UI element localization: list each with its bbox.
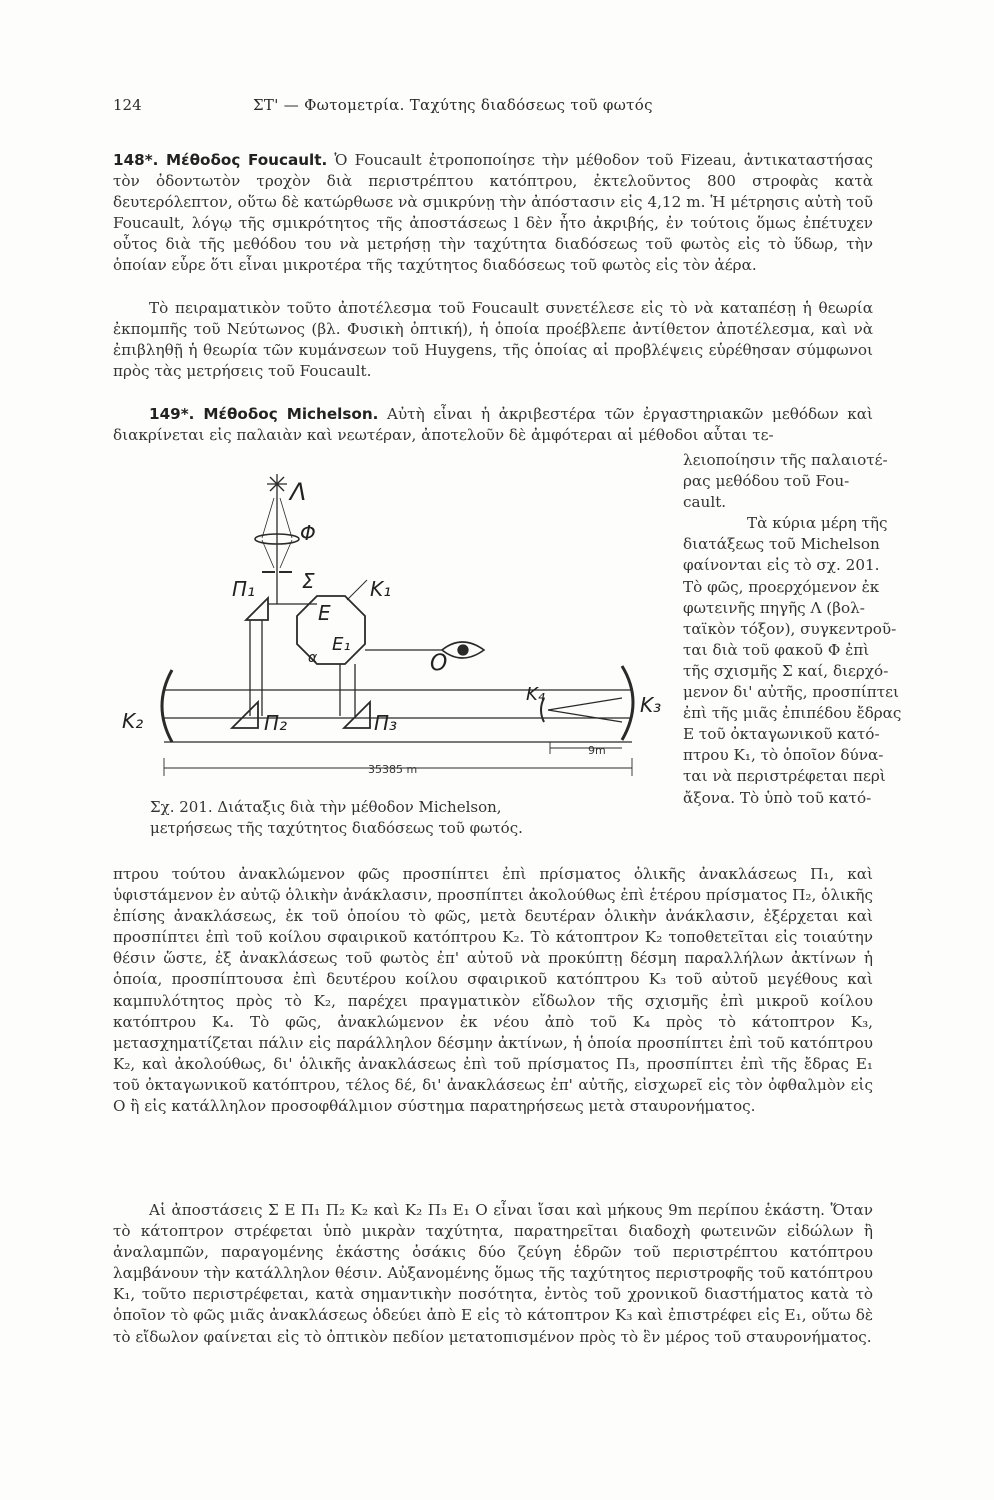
prism-3 xyxy=(344,702,370,728)
side-line: φωτεινῆς πηγῆς Λ (βολ- xyxy=(683,598,865,617)
page-number: 124 xyxy=(113,96,142,114)
side-line: πτρου Κ₁, τὸ ὁποῖον δύνα- xyxy=(683,746,884,765)
prism-1 xyxy=(246,598,268,620)
mirror-k3 xyxy=(622,666,633,740)
side-line: Τὰ κύρια μέρη τῆς xyxy=(747,514,888,533)
label-face-e: Ε xyxy=(318,601,331,625)
running-title: ΣΤ' — Φωτομετρία. Ταχύτης διαδόσεως τοῦ φωτός xyxy=(253,96,653,114)
label-mirror-k2: Κ₂ xyxy=(122,709,144,733)
michelson-apparatus-diagram xyxy=(112,470,668,800)
label-face-e1: Ε₁ xyxy=(332,634,351,655)
label-lens: Φ xyxy=(300,521,316,545)
side-line: ται διὰ τοῦ φακοῦ Φ ἐπὶ xyxy=(683,640,870,659)
section-149-continuation: πτρου τούτου ἀνακλώμενον φῶς προσπίπτει ἐπὶ πρίσματος ὁλικῆς ἀνακλάσεως Π₁, καὶ ὑφιστάμενον ἐν αὐτῷ ὁλικὴν ἀνάκλασιν, προσπίπτει ἀκολούθως ἐπὶ ἑτέρου πρίσματος Π₂, ὁλικῆς ἐπίσης ἀνακλάσεως, ἐκ τοῦ ὁποίου τὸ φῶς, μετὰ δευτέραν ὁλικὴν ἀνάκλασιν, ἐξέρχεται καὶ προσπίπτει ἐπὶ τοῦ κοίλου σφαιρικοῦ κατόπτρου Κ₂. Τὸ κάτοπτρον Κ₂ τοποθετεῖται εἰς τοιαύτην θέσιν ὥστε, ἐξ ἀνακλάσεως τοῦ φωτὸς ἐπ' αὐτοῦ νὰ προκύπτῃ δέσμη παραλλήλων ἀκτίνων ἡ ὁποία, προσπίπτουσα ἐπὶ δευτέρου κοίλου σφαιρικοῦ κατόπτρου Κ₃ τοῦ αὐτοῦ μεγέθους καὶ καμπυλότητος πρὸς τὸ Κ₂, παρέχει πραγματικὸν εἴδωλον τῆς σχισμῆς ἐπὶ μικροῦ κοίλου κατόπτρου Κ₄. Τὸ φῶς, ἀνακλώμενον ἐκ νέου ἀπὸ τοῦ Κ₄ πρὸς τὸ κάτοπτρον Κ₃, μετασχηματίζεται πάλιν εἰς παράλληλον δέσμην ἀκτίνων, ἡ ὁποία προσπίπτει ἐπὶ τοῦ κατόπτρου Κ₂, καὶ ἀκολούθως, δι' ὁλικῆς ἀνακλάσεως ἐπὶ τοῦ πρίσματος Π₃, προσπίπτει ἐπὶ τῆς ἔδρας Ε₁ τοῦ ὀκταγωνικοῦ κατόπτρου, τέλος δέ, δι' ἀνακλάσεως ἐπ' αὐτῆς, εἰσχωρεῖ εἰς τὸν ὀφθαλμὸν εἰς Ο ἢ εἰς κατάλληλον προσοφθάλμιον σύστημα παρατηρήσεως μετὰ σταυρονήματος. xyxy=(113,865,873,1116)
label-prism-3: Π₃ xyxy=(374,711,398,735)
label-prism-1: Π₁ xyxy=(232,577,256,601)
label-prism-2: Π₂ xyxy=(264,711,288,735)
figure-caption-line-1: Σχ. 201. Διάταξις διὰ τὴν μέθοδον Michelson, xyxy=(150,798,502,816)
section-149-title: 149*. Μέθοδος Michelson. xyxy=(149,405,379,423)
side-line: λειοποίησιν τῆς παλαιοτέ- xyxy=(683,451,888,469)
section-148-paragraph-2: Τὸ πειραματικὸν τοῦτο ἀποτέλεσμα τοῦ Foucault συνετέλεσε εἰς τὸ νὰ καταπέσῃ ἡ θεωρία ἐκπομπῆς τοῦ Νεύτωνος (βλ. Φυσικὴ ὀπτική), ἡ ὁποία προέβλεπε ἀντίθετον ἀποτέλεσμα, καὶ νὰ ἐπιβληθῇ ἡ θεωρία τῶν κυμάνσεων τοῦ Huygens, τῆς ὁποίας αἱ προβλέψεις εὑρέθησαν σύμφωνοι πρὸς τὰς μετρήσεις τοῦ Foucault. xyxy=(113,299,873,381)
section-149-text: Αὐτὴ εἶναι ἡ ἀκριβεστέρα τῶν ἐργαστηριακῶν μεθόδων καὶ διακρίνεται εἰς παλαιὰν καὶ νεωτέραν, ἀποτελοῦν δὲ ἀμφότεραι αἱ μέθοδοι αὗται τε- xyxy=(113,405,873,445)
label-mirror-k1: Κ₁ xyxy=(370,577,392,601)
side-line: cault. xyxy=(683,493,727,512)
side-line: Ε τοῦ ὀκταγωνικοῦ κατό- xyxy=(683,725,880,744)
side-line: ρας μεθόδου τοῦ Fou- xyxy=(683,472,850,491)
section-148-paragraph xyxy=(113,150,873,277)
side-line: φαίνονται εἰς τὸ σχ. 201. xyxy=(683,556,880,575)
side-line: τῆς σχισμῆς Σ καί, διερχό- xyxy=(683,661,889,680)
side-line: Τὸ φῶς, προερχόμενον ἐκ xyxy=(683,577,880,596)
side-line: ἐπὶ τῆς μιᾶς ἐπιπέδου ἔδρας xyxy=(683,704,902,723)
mirror-k2 xyxy=(162,670,172,742)
side-line: ἄξονα. Τὸ ὑπὸ τοῦ κατό- xyxy=(683,788,872,807)
side-line: ταϊκὸν τόξον), συγκεντροῦ- xyxy=(683,619,897,638)
label-distance-long: 35385 m xyxy=(368,763,418,776)
section-149-paragraph-3: Αἱ ἀποστάσεις Σ Ε Π₁ Π₂ Κ₂ καὶ Κ₂ Π₃ Ε₁ Ο εἶναι ἴσαι καὶ μήκους 9m περίπου ἑκάστη. Ὅταν τὸ κάτοπτρον στρέφεται ὑπὸ μικρὰν ταχύτητα, παρατηρεῖται διαδοχὴ φωτεινῶν εἰδώλων ἢ ἀναλαμπῶν, παραγομένης ἑκάστης ὁσάκις δύο ζεύγη ἑδρῶν τοῦ περιστρέπτου κατόπτρου λαμβάνουν τὴν κατάλληλον θέσιν. Αὐξανομένης ὅμως τῆς ταχύτητος περιστροφῆς τοῦ κατόπτρου Κ₁, τοῦτο περιστρέφεται, κατὰ σημαντικὴν ποσότητα, ἐντὸς τοῦ χρονικοῦ διαστήματος κατὰ τὸ ὁποῖον τὸ φῶς μιᾶς ἀνακλάσεως ὁδεύει ἀπὸ Ε εἰς τὸ κάτοπτρον Κ₃ καὶ ἐπιστρέφει εἰς Ε₁, οὕτω δὲ τὸ εἴδωλον φαίνεται εἰς τὸ ὀπτικὸν πεδίον μετατοπισμένον πρὸς τὸ ἓν μέρος τοῦ σταυρονήματος. xyxy=(113,1201,873,1346)
figure-caption-line-2: μετρήσεως τῆς ταχύτητος διαδόσεως τοῦ φωτός. xyxy=(150,819,523,837)
label-angle: α xyxy=(308,650,318,666)
label-mirror-k3: Κ₃ xyxy=(640,693,662,717)
light-source-star-icon xyxy=(267,474,287,494)
figure-201 xyxy=(112,470,668,800)
section-149-paragraph xyxy=(113,404,873,446)
label-slit: Σ xyxy=(302,569,315,593)
side-line: ται νὰ περιστρέφεται περὶ xyxy=(683,767,886,786)
page-header xyxy=(113,96,873,120)
section-148-title: 148*. Μέθοδος Foucault. xyxy=(113,151,328,169)
side-column-text xyxy=(683,450,941,809)
side-line: μενον δι' αὐτῆς, προσπίπτει xyxy=(683,683,899,702)
section-148-text: Ὁ Foucault ἐτροποποίησε τὴν μέθοδον τοῦ Fizeau, ἀντικαταστήσας τὸν ὀδοντωτὸν τροχὸν διὰ περιστρέπτου κατόπτρου, ἐκτελοῦντος 800 στροφὰς κατὰ δευτερόλεπτον, οὕτω δὲ κατώρθωσε νὰ σμικρύνῃ τὴν ἀπόστασιν εἰς 4,12 m. Ἡ μέτρησις αὐτὴ τοῦ Foucault, λόγῳ τῆς σμικρότητος τῆς ἀποστάσεως l δὲν ἦτο ἀκριβής, ἐν τούτοις ὅμως ἐπέτυχεν οὗτος διὰ τῆς μεθόδου του νὰ μετρήσῃ τὴν ταχύτητα διαδόσεως τοῦ φωτὸς εἰς τὸ ὕδωρ, τὴν ὁποίαν εὗρε ὅτι εἶναι μικροτέρα τῆς ταχύτητος διαδόσεως τοῦ φωτὸς εἰς τὸν ἀέρα. xyxy=(113,151,873,275)
prism-2 xyxy=(232,702,258,728)
label-source: Λ xyxy=(290,478,307,506)
label-eye: Ο xyxy=(430,651,448,676)
side-line: διατάξεως τοῦ Michelson xyxy=(683,535,880,554)
figure-caption xyxy=(150,797,670,839)
label-mirror-k4: Κ₄ xyxy=(526,684,546,705)
label-distance-short: 9m xyxy=(588,744,606,757)
